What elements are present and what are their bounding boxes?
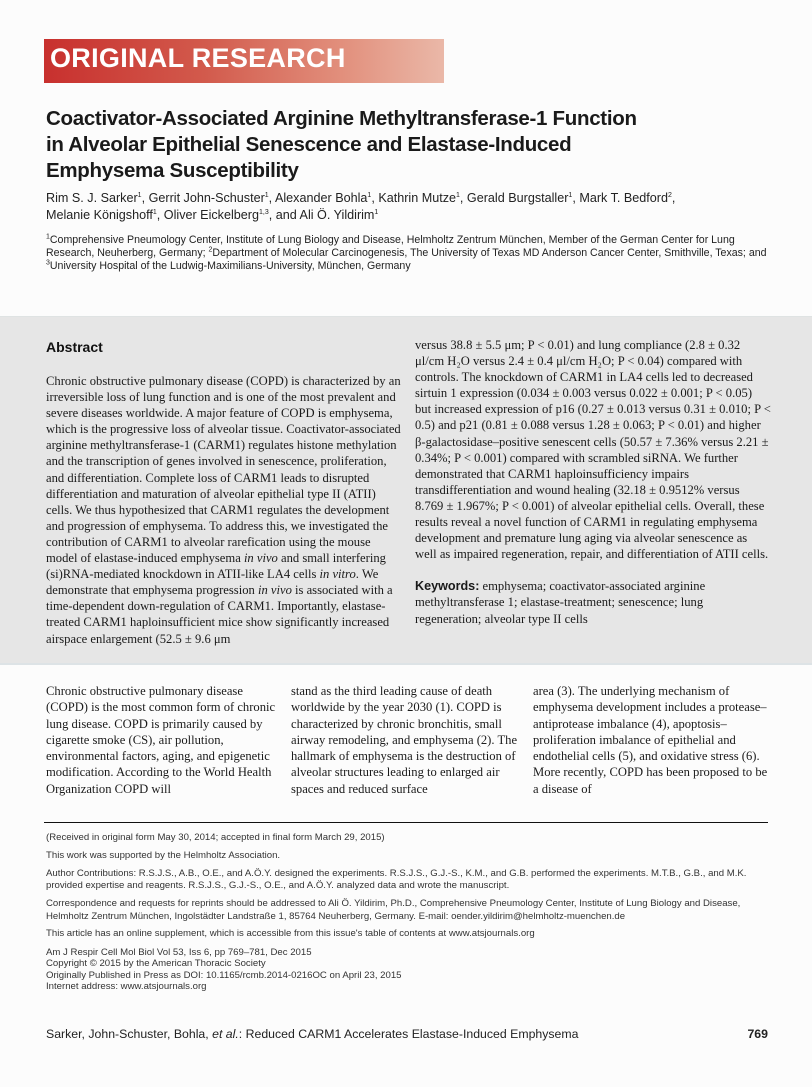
citation-line: Am J Respir Cell Mol Biol Vol 53, Iss 6, pp 769–781, Dec 2015 bbox=[46, 946, 312, 958]
article-title bbox=[46, 106, 766, 184]
author[interactable]: Kathrin Mutze$^1$ bbox=[378, 191, 460, 205]
title-line: Emphysema Susceptibility bbox=[46, 159, 299, 182]
body-column-3: area (3). The underlying mechanism of emphysema development includes a protease–antiprotease imbalance (4), apoptosis–proliferation imbalance of epithelial and endothelial cells (5), and oxidative stress (6). More recently, COPD has been proposed to be a disease of bbox=[533, 684, 768, 796]
supplement-note: This article has an online supplement, which is accessible from this issue's table of contents at www.atsjournals.org bbox=[46, 928, 535, 940]
affiliations: $^1$Comprehensive Pneumology Center, Institute of Lung Biology and Disease, Helmholtz Zentrum München, Member of the German Center for Lung Research, Neuherberg, Germany; $^2$Department of Molecular Carcinogenesis, The University of Texas MD Anderson Cancer Center, Smithville, Texas; and $^3$University Hospital of the Ludwig-Maximilians-University, München, Germany bbox=[46, 233, 767, 272]
author[interactable]: Gerrit John-Schuster$^1$ bbox=[148, 191, 269, 205]
footnotes bbox=[46, 832, 770, 993]
keywords-list: emphysema; coactivator-associated arginine methyltransferase 1; elastase-treatment; senescence; lung regeneration; alveolar type II cells bbox=[415, 579, 706, 626]
abstract-text: versus 38.8 ± 5.5 μm; P < 0.01) and lung compliance (2.8 ± 0.32 μl/cm H₂O versus 2.4 ± 0.4 μl/cm H₂O; P < 0.04) compared with controls. The knockdown of CARM1 in LA4 cells led to decreased sirtuin 1 expression (0.034 ± 0.003 versus 0.022 ± 0.001; P < 0.05) but increased expression of p16 (0.27 ± 0.013 versus 0.31 ± 0.010; P < 0.5) and p21 (0.81 ± 0.088 versus 1.28 ± 0.063; P < 0.01) and higher β-galactosidase–positive senescent cells (50.57 ± 7.36% versus 2.21 ± 0.34%; P < 0.001) compared with scrambled siRNA. We further demonstrated that CARM1 haploinsufficiency impairs transdifferentiation and wound healing (32.18 ± 0.9512% versus 8.769 ± 1.967%; P < 0.001) of alveolar epithelial cells. Overall, these results reveal a novel function of CARM1 in regulating emphysema development and premature lung aging via alveolar senescence as well as impaired regeneration, repair, and differentiation of ATII cells. bbox=[415, 338, 771, 562]
body-column-2: stand as the third leading cause of death worldwide by the year 2030 (1). COPD is characterized by chronic bronchitis, small airway remodeling, and emphysema (2). The hallmark of emphysema is the destruction of alveolar structures leading to enlarged air spaces and reduced surface bbox=[291, 684, 518, 796]
article-type-banner bbox=[44, 39, 444, 83]
citation-line: Internet address: www.atsjournals.org bbox=[46, 981, 207, 993]
abstract-heading: Abstract bbox=[46, 339, 103, 355]
author[interactable]: Ali Ö. Yildirim$^1$ bbox=[299, 208, 379, 222]
citation-block bbox=[46, 947, 770, 993]
received-dates: (Received in original form May 30, 2014; accepted in final form March 29, 2015) bbox=[46, 832, 385, 843]
author-contributions: Author Contributions: R.S.J.S., A.B., O.E., and A.Ö.Y. designed the experiments. R.S.J.S., G.J.-S., K.M., and G.B. performed the experiments. M.T.B., G.B., and M.K. provided expertise and reagents. R.S.J.S., G.J.-S., O.E., and A.Ö.Y. analyzed data and wrote the manuscript. bbox=[46, 867, 747, 892]
funding-note: This work was supported by the Helmholtz Association. bbox=[46, 849, 281, 861]
author[interactable]: Oliver Eickelberg$^{1,3}$ bbox=[163, 208, 269, 222]
author[interactable]: Mark T. Bedford$^2$ bbox=[579, 191, 672, 205]
footnote-divider bbox=[44, 822, 768, 823]
citation-line: Copyright © 2015 by the American Thoracic Society bbox=[46, 958, 266, 970]
title-line: in Alveolar Epithelial Senescence and Elastase-Induced bbox=[46, 133, 572, 156]
title-line: Coactivator-Associated Arginine Methyltransferase-1 Function bbox=[46, 107, 637, 130]
author[interactable]: Melanie Königshoff$^1$ bbox=[46, 208, 157, 222]
citation-line: Originally Published in Press as DOI: 10.1165/rcmb.2014-0216OC on April 23, 2015 bbox=[46, 969, 402, 981]
page-number: 769 bbox=[747, 1027, 768, 1041]
author[interactable]: Rim S. J. Sarker$^1$ bbox=[46, 191, 142, 205]
author[interactable]: Alexander Bohla$^1$ bbox=[274, 191, 372, 205]
keywords bbox=[415, 578, 771, 626]
keywords-label: Keywords: bbox=[415, 579, 480, 594]
abstract-left-column: Chronic obstructive pulmonary disease (COPD) is characterized by an irreversible loss of lung function and is one of the most prevalent and severe diseases worldwide. A major feature of COPD is emphysema, which is the progressive loss of alveolar tissue. Coactivator-associated arginine methyltransferase-1 (CARM1) regulates histone methylation and the transcription of genes involved in senescence, proliferation, and differentiation. Complete loss of CARM1 leads to disrupted differentiation and maturation of alveolar epithelial type II (ATII) cells. We thus hypothesized that CARM1 regulates the development and progression of emphysema. To address this, we investigated the contribution of CARM1 to alveolar rarefication using the mouse model of elastase-induced emphysema in vivo and small interfering (si)RNA-mediated knockdown in ATII-like LA4 cells in vitro. We demonstrate that emphysema progression in vivo is associated with a time-dependent down-regulation of CARM1. Importantly, elastase-treated CARM1 haploinsufficient mice show significantly increased airspace enlargement (52.5 ± 9.6 μm bbox=[46, 374, 401, 646]
abstract-right-column bbox=[415, 337, 771, 627]
author-list: Rim S. J. Sarker$^1$, Gerrit John-Schuster$^1$, Alexander Bohla$^1$, Kathrin Mutze$^1$, Gerald Burgstaller$^1$, Mark T. Bedford$^2$, Melanie Königshoff$^1$, Oliver Eickelberg$^{1,3}$, and Ali Ö. Yildirim$^1$ bbox=[46, 191, 676, 222]
running-head: Sarker, John-Schuster, Bohla, et al.: Reduced CARM1 Accelerates Elastase-Induced Emphysema bbox=[46, 1027, 579, 1041]
page-footer bbox=[46, 1027, 770, 1041]
author-conjunction: and bbox=[275, 208, 297, 222]
body-column-1: Chronic obstructive pulmonary disease (COPD) is the most common form of chronic lung disease. COPD is primarily caused by cigarette smoke (CS), air pollution, environmental factors, aging, and epigenetic modification. According to the World Health Organization COPD will bbox=[46, 684, 276, 796]
abstract-section bbox=[0, 316, 812, 665]
correspondence: Correspondence and requests for reprints should be addressed to Ali Ö. Yildirim, Ph.D., Comprehensive Pneumology Center, Institute of Lung Biology and Disease, Helmholtz Zentrum München, Ingolstädter Landstraße 1, 85764 Neuherberg, Germany. E-mail: oender.yildirim@helmholtz-muenchen.de bbox=[46, 898, 741, 922]
author[interactable]: Gerald Burgstaller$^1$ bbox=[466, 191, 573, 205]
article-type-label: ORIGINAL RESEARCH bbox=[50, 43, 346, 73]
